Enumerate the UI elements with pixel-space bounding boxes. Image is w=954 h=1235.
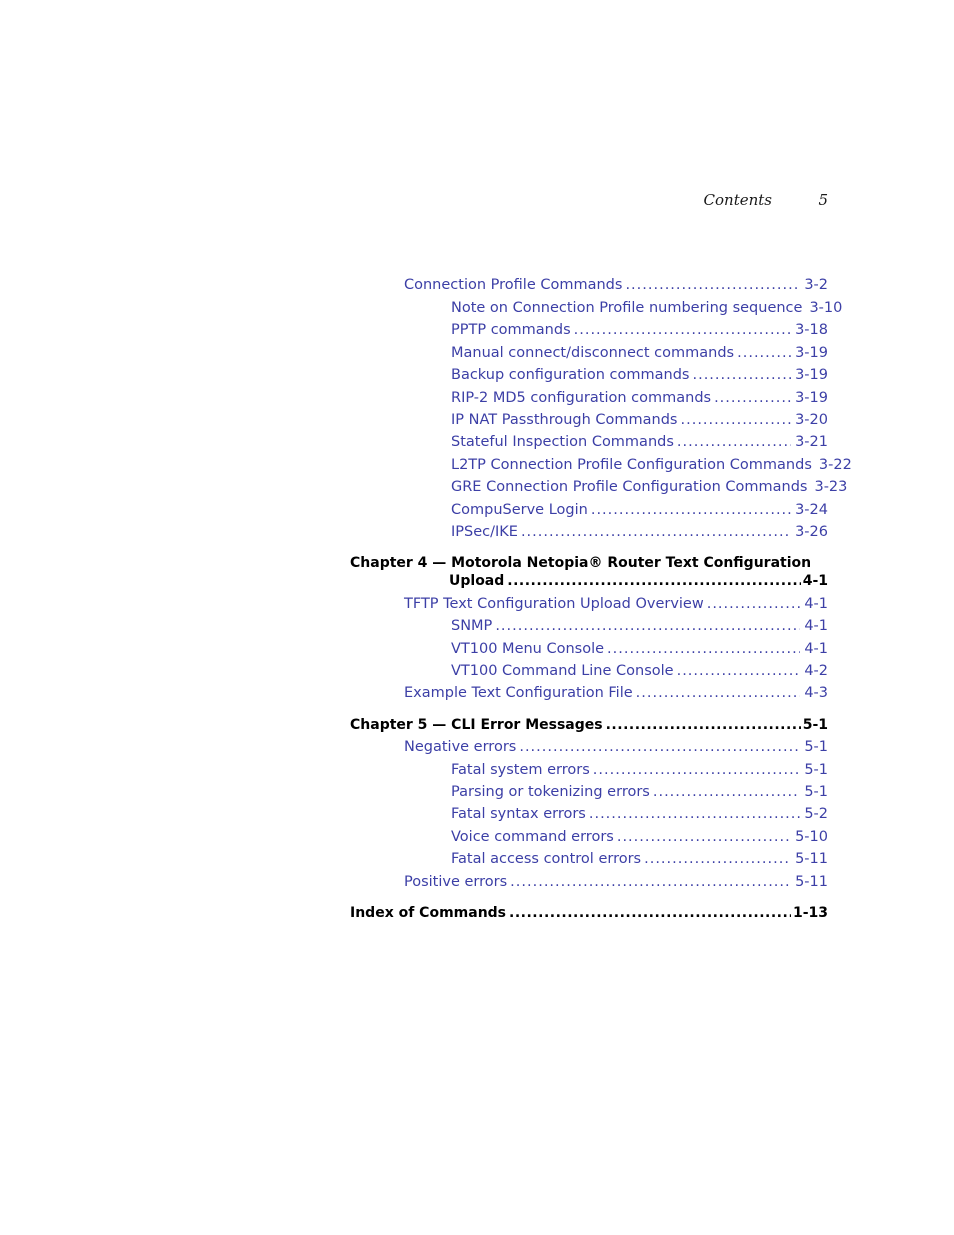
toc-entry-vt100-cli[interactable]: VT100 Command Line Console ..... 4-2 bbox=[451, 661, 828, 681]
toc-entry-connection-profile-commands[interactable]: Connection Profile Commands ..... 3-2 bbox=[404, 275, 828, 295]
toc-entry-note-numbering[interactable]: Note on Connection Profile numbering sequence 3-10 bbox=[451, 300, 843, 316]
toc-entry-ipsec-ike[interactable]: IPSec/IKE ..... 3-26 bbox=[451, 522, 828, 542]
toc-entry-fatal-system-errors[interactable]: Fatal system errors ..... 5-1 bbox=[451, 760, 828, 780]
toc-entry-tftp-upload-overview[interactable]: TFTP Text Configuration Upload Overview ..... 4-1 bbox=[404, 594, 828, 614]
toc-entry-compuserve-login[interactable]: CompuServe Login ..... 3-24 bbox=[451, 500, 828, 520]
header-page-number: 5 bbox=[818, 191, 828, 209]
toc-entry-chapter-4[interactable]: Upload ..... 4-1 bbox=[449, 571, 828, 591]
running-header bbox=[600, 191, 828, 211]
toc-entry-stateful-inspection[interactable]: Stateful Inspection Commands ..... 3-21 bbox=[451, 432, 828, 452]
toc-entry-fatal-access-errors[interactable]: Fatal access control errors ..... 5-11 bbox=[451, 849, 828, 869]
toc-entry-rip2-md5[interactable]: RIP-2 MD5 configuration commands ..... 3-19 bbox=[451, 388, 828, 408]
toc-entry-example-config-file[interactable]: Example Text Configuration File ..... 4-3 bbox=[404, 683, 828, 703]
toc-entry-voice-command-errors[interactable]: Voice command errors ..... 5-10 bbox=[451, 827, 828, 847]
toc-entry-snmp[interactable]: SNMP ..... 4-1 bbox=[451, 616, 828, 636]
toc-entry-vt100-menu[interactable]: VT100 Menu Console ..... 4-1 bbox=[451, 639, 828, 659]
toc-entry-backup-config[interactable]: Backup configuration commands ..... 3-19 bbox=[451, 365, 828, 385]
toc-entry-gre-config[interactable]: GRE Connection Profile Configuration Commands 3-23 bbox=[451, 479, 848, 495]
toc-entry-fatal-syntax-errors[interactable]: Fatal syntax errors ..... 5-2 bbox=[451, 804, 828, 824]
toc-entry-parsing-errors[interactable]: Parsing or tokenizing errors ..... 5-1 bbox=[451, 782, 828, 802]
chapter-4-title[interactable]: Chapter 4 — Motorola Netopia® Router Text Configuration bbox=[350, 555, 812, 571]
toc-entry-manual-connect[interactable]: Manual connect/disconnect commands ..... 3-19 bbox=[451, 343, 828, 363]
toc-entry-l2tp-config[interactable]: L2TP Connection Profile Configuration Commands 3-22 bbox=[451, 457, 852, 473]
toc-entry-pptp-commands[interactable]: PPTP commands ..... 3-18 bbox=[451, 320, 828, 340]
header-title: Contents bbox=[703, 191, 772, 209]
toc-entry-index[interactable]: Index of Commands ..... 1-13 bbox=[350, 903, 828, 923]
toc-entry-positive-errors[interactable]: Positive errors ..... 5-11 bbox=[404, 872, 828, 892]
toc-entry-ip-nat-passthrough[interactable]: IP NAT Passthrough Commands ..... 3-20 bbox=[451, 410, 828, 430]
toc-entry-chapter-5[interactable]: Chapter 5 — CLI Error Messages ..... 5-1 bbox=[350, 715, 828, 735]
toc-entry-negative-errors[interactable]: Negative errors ..... 5-1 bbox=[404, 737, 828, 757]
